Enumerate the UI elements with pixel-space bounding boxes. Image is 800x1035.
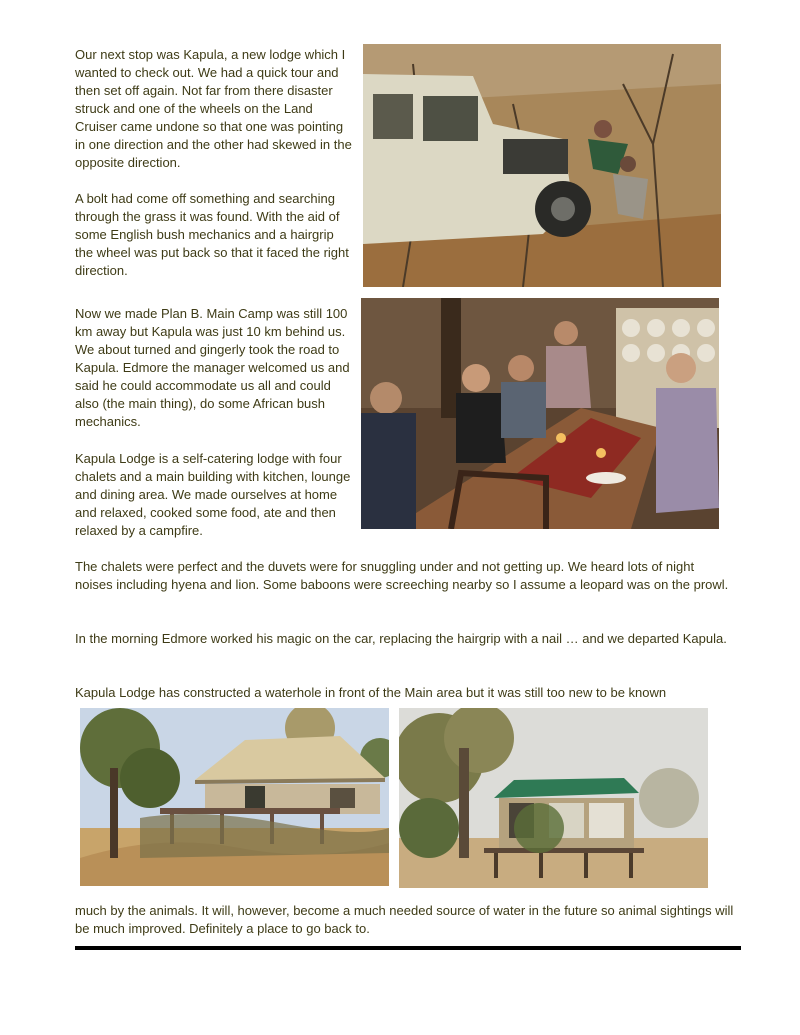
photo-lodge-main-building xyxy=(80,708,389,886)
paragraph-morning-repair: In the morning Edmore worked his magic on the car, replacing the hairgrip with a nail … and we departed Kapula. xyxy=(75,631,727,646)
paragraph-wheel-breakdown: Our next stop was Kapula, a new lodge which I wanted to check out. We had a quick tour and then set off again. Not far from there disaster struck and one of the wheels on the Land Cruiser came undone so that one was pointing in one direction and the other had skewed in the opposite direction. xyxy=(75,47,352,170)
paragraph-lodge-description: Kapula Lodge is a self-catering lodge with four chalets and a main building with kitchen, lounge and dining area. We made ourselves at home and relaxed, cooked some food, ate and then relaxed by a campfire. xyxy=(75,451,351,538)
paragraph-waterhole-start: Kapula Lodge has constructed a waterhole in front of the Main area but it was still too new to be known xyxy=(75,685,667,700)
paragraph-bush-mechanics: A bolt had come off something and searching through the grass it was found. With the aid of some English bush mechanics and a hairgrip the wheel was put back so that it faced the right direction. xyxy=(75,191,349,278)
photo-lodge-chalet xyxy=(399,708,708,888)
bottom-rule xyxy=(75,946,741,950)
photo-dinner-at-lodge xyxy=(361,298,719,529)
photo-land-cruiser-repair xyxy=(363,44,721,287)
paragraph-plan-b: Now we made Plan B. Main Camp was still 100 km away but Kapula was just 10 km behind us. We about turned and gingerly took the road to Kapula. Edmore the manager welcomed us and said he could accommodate us all and could also (the main thing), do some African bush mechanics. xyxy=(75,306,350,429)
paragraph-waterhole-end: much by the animals. It will, however, become a much needed source of water in the future so animal sightings will be much improved. Definitely a place to go back to. xyxy=(75,903,734,936)
paragraph-chalets: The chalets were perfect and the duvets were for snuggling under and not getting up. We heard lots of night noises including hyena and lion. Some baboons were screeching nearby so I assume a leopard was on the prowl. xyxy=(75,559,729,592)
